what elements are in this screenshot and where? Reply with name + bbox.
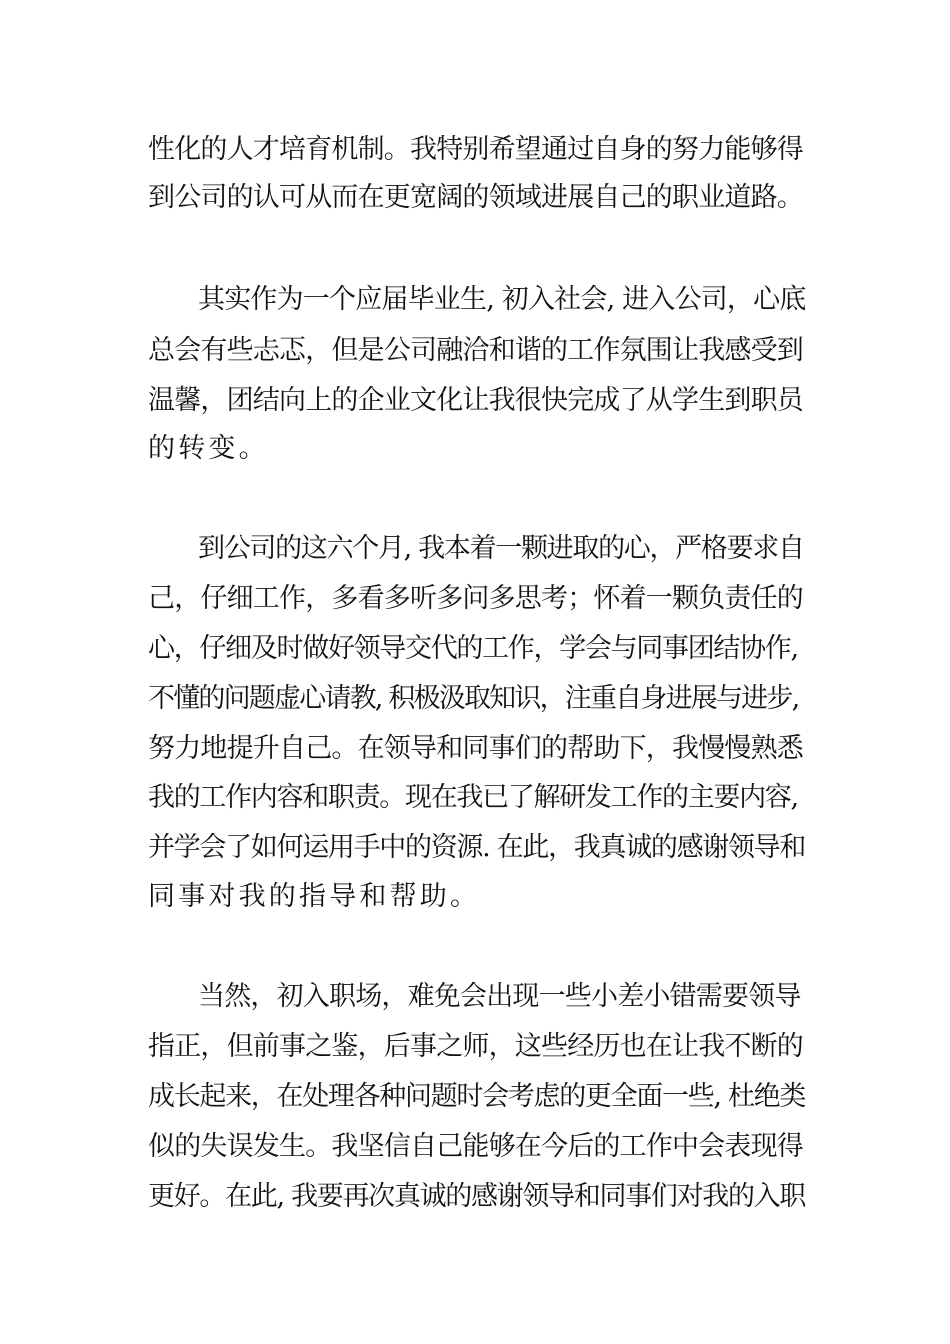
text-line: 到公司的认可从而在更宽阔的领域进展自己的职业道路。 [148, 182, 803, 213]
text-line: 己，仔细工作，多看多听多问多思考；怀着一颗负责任的 [148, 583, 803, 614]
text-line: 努力地提升自己。在领导和同事们的帮助下，我慢慢熟悉 [148, 733, 803, 764]
text-line: 的转变。 [148, 433, 269, 464]
text-line: 我的工作内容和职责。现在我已了解研发工作的主要内容, [148, 782, 798, 813]
text-line: 到公司的这六个月, 我本着一颗进取的心，严格要求自 [198, 533, 804, 564]
text-line: 性化的人才培育机制。我特别希望通过自身的努力能够得 [148, 134, 803, 165]
text-line: 并学会了如何运用手中的资源. 在此，我真诚的感谢领导和 [148, 832, 806, 863]
text-line: 当然，初入职场，难免会出现一些小差小错需要领导 [198, 981, 801, 1012]
text-line: 其实作为一个应届毕业生, 初入社会, 进入公司，心底 [198, 284, 806, 315]
text-line: 总会有些忐忑，但是公司融洽和谐的工作氛围让我感受到 [148, 335, 803, 366]
text-line: 同事对我的指导和帮助。 [148, 881, 481, 912]
text-line: 温馨，团结向上的企业文化让我很快完成了从学生到职员 [148, 385, 803, 416]
text-line: 不懂的问题虚心请教, 积极汲取知识，注重自身进展与进步, [148, 683, 799, 714]
text-line: 成长起来，在处理各种问题时会考虑的更全面一些, 杜绝类 [148, 1081, 806, 1112]
text-line: 指正，但前事之鉴，后事之师，这些经历也在让我不断的 [148, 1031, 803, 1062]
text-line: 似的失误发生。我坚信自己能够在今后的工作中会表现得 [148, 1131, 803, 1162]
text-line: 更好。在此, 我要再次真诚的感谢领导和同事们对我的入职 [148, 1181, 806, 1212]
text-line: 心，仔细及时做好领导交代的工作，学会与同事团结协作, [148, 633, 798, 664]
